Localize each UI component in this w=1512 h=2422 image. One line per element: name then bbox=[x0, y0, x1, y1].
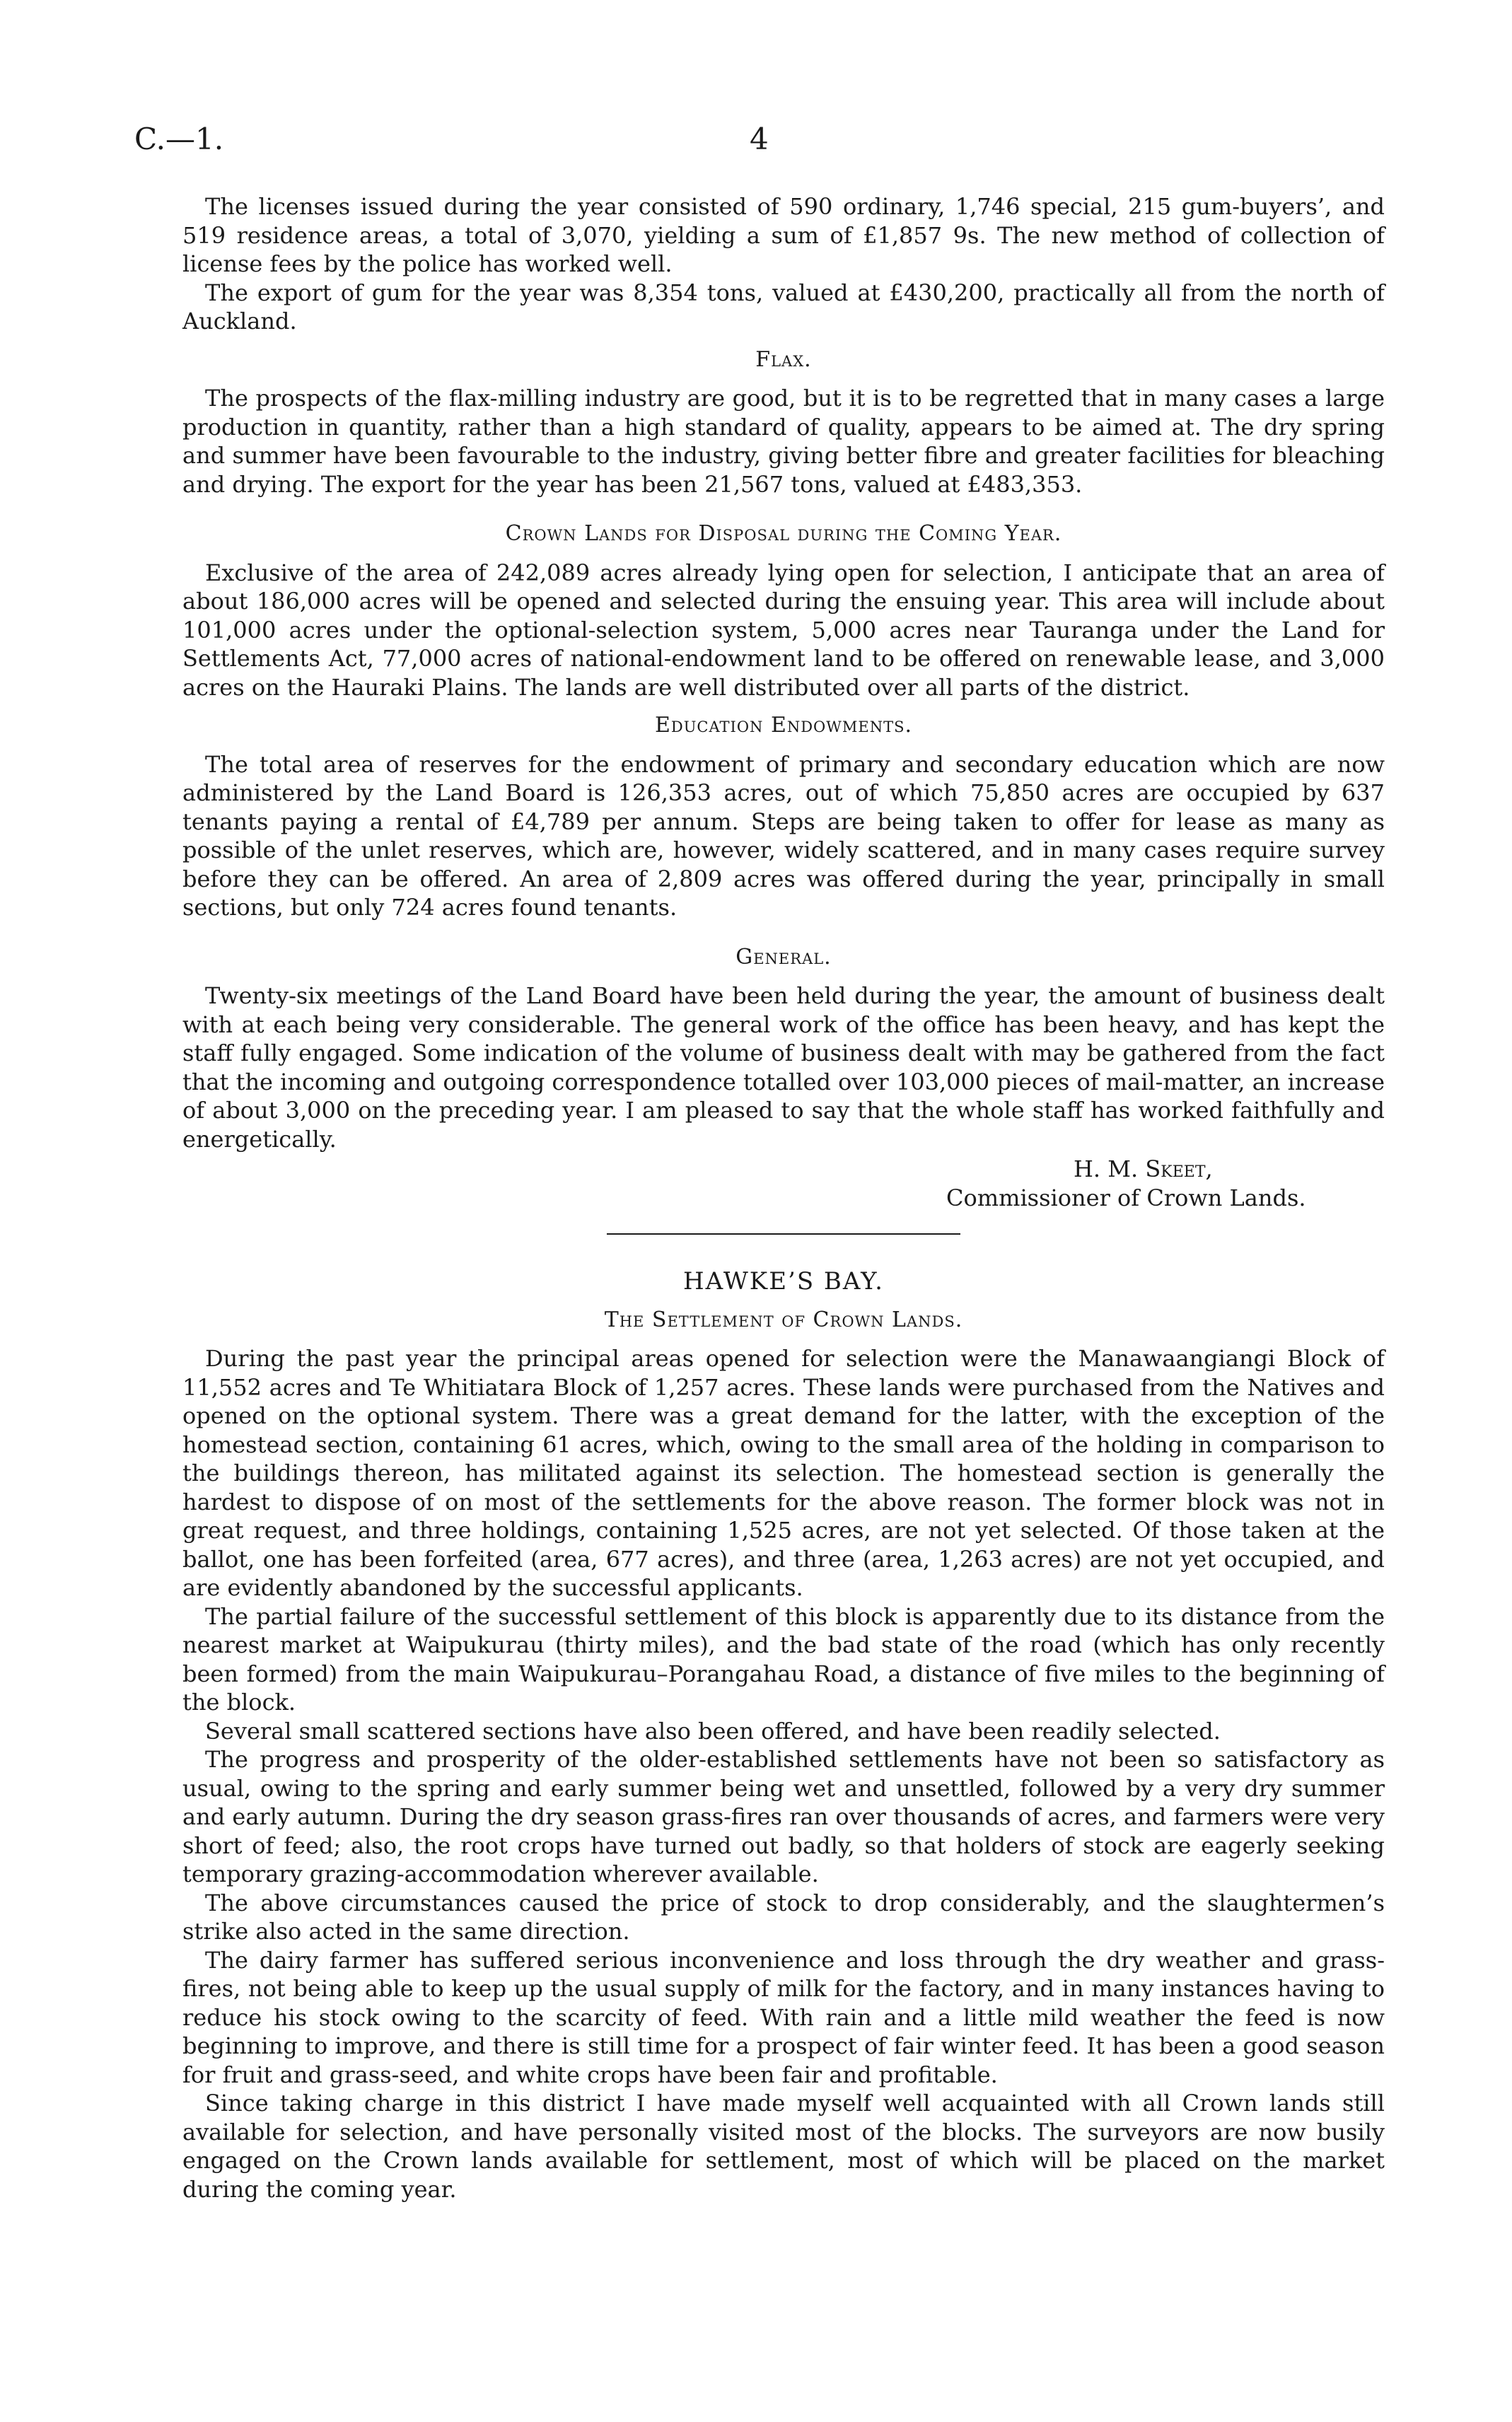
paragraph-licenses: The licenses issued during the year consisted of 590 ordinary, 1,746 special, 215 gum-buyers’, and 519 residence areas, a total of 3,070, yielding a sum of £1,857 9s. The new method of collection of license fees by the police has worked well. bbox=[182, 193, 1385, 277]
section-heading-education: Education Endowments. bbox=[655, 713, 912, 738]
paragraph-hb-5: The above circumstances caused the price of stock to drop considerably, and the slaughtermen’s strike also acted in the same direction. bbox=[182, 1889, 1385, 1945]
signature-block bbox=[182, 1155, 1385, 1212]
section-heading-flax: Flax. bbox=[755, 347, 812, 372]
paragraph-hb-1: During the past year the principal areas opened for selection were the Manawaangiangi Block of 11,552 acres and Te Whitiatara Block of 1,257 acres. These lands were purchased from the Natives and opened on the optional system. There was a great demand for the latter, with the exception of the homestead section, containing 61 acres, which, owing to the small area of the holding in comparison to the buildings thereon, has militated against its selection. The homestead section is generally the hardest to dispose of on most of the settlements for the above reason. The former block was not in great request, and three holdings, containing 1,525 acres, are not yet selected. Of those taken at the ballot, one has been forfeited (area, 677 acres), and three (area, 1,263 acres) are not yet occupied, and are evidently abandoned by the successful applicants. bbox=[182, 1345, 1385, 1601]
signature-name: H. M. Skeet, bbox=[1074, 1155, 1213, 1182]
paragraph-hb-4: The progress and prosperity of the older-established settlements have not been so satisfactory as usual, owing to the spring and early summer being wet and unsettled, followed by a very dry summer and early autumn. During the dry season grass-fires ran over thousands of acres, and farmers were very short of feed; also, the root crops have turned out badly, so that holders of stock are eagerly seeking temporary grazing-accommodation wherever available. bbox=[182, 1746, 1385, 1887]
section-heading-settlement: The Settlement of Crown Lands. bbox=[604, 1307, 963, 1332]
paragraph-flax: The prospects of the flax-milling industry are good, but it is to be regretted that in many cases a large production in quantity, rather than a high standard of quality, appears to be aimed at. The dry spring and summer have been favourable to the industry, giving better fibre and greater facilities for bleaching and drying. The export for the year has been 21,567 tons, valued at £483,353. bbox=[182, 385, 1385, 498]
paragraph-hb-6: The dairy farmer has suffered serious inconvenience and loss through the dry weather and grass-fires, not being able to keep up the usual supply of milk for the factory, and in many instances having to reduce his stock owing to the scarcity of feed. With rain and a little mild weather the feed is now beginning to improve, and there is still time for a prospect of fair winter feed. It has been a good season for fruit and grass-seed, and white crops have been fair and profitable. bbox=[182, 1946, 1385, 2088]
paragraph-education: The total area of reserves for the endowment of primary and secondary education which are now administered by the Land Board is 126,353 acres, out of which 75,850 acres are occupied by 637 tenants paying a rental of £4,789 per annum. Steps are being taken to offer for lease as many as possible of the unlet reserves, which are, however, widely scattered, and in many cases require survey before they can be offered. An area of 2,809 acres was offered during the year, principally in small sections, but only 724 acres found tenants. bbox=[182, 750, 1385, 921]
section-divider bbox=[607, 1233, 960, 1235]
paragraph-gum-export: The export of gum for the year was 8,354 tons, valued at £430,200, practically all from the north of Auckland. bbox=[182, 279, 1385, 334]
district-title: HAWKE’S BAY. bbox=[683, 1267, 884, 1296]
signature-title: Commissioner of Crown Lands. bbox=[946, 1184, 1306, 1211]
section-heading-general: General. bbox=[735, 944, 832, 970]
paragraph-hb-3: Several small scattered sections have also been offered, and have been readily selected. bbox=[205, 1717, 1221, 1745]
paragraph-hb-2: The partial failure of the successful settlement of this block is apparently due to its distance from the nearest market at Waipukurau (thirty miles), and the bad state of the road (which has only recently been formed) from the main Waipukurau–Porangahau Road, a distance of five miles to the beginning of the block. bbox=[182, 1602, 1385, 1716]
page-header bbox=[134, 122, 1386, 164]
page-number: 4 bbox=[750, 122, 769, 156]
document-reference: C.—1. bbox=[134, 122, 224, 156]
paragraph-hb-7: Since taking charge in this district I have made myself well acquainted with all Crown lands still available for selection, and have personally visited most of the blocks. The surveyors are now busily engaged on the Crown lands available for settlement, most of which will be placed on the market during the coming year. bbox=[182, 2090, 1385, 2203]
paragraph-crown-lands: Exclusive of the area of 242,089 acres already lying open for selection, I anticipate that an area of about 186,000 acres will be opened and selected during the ensuing year. This area will include about 101,000 acres under the optional-selection system, 5,000 acres near Tauranga under the Land for Settlements Act, 77,000 acres of national-endowment land to be offered on renewable lease, and 3,000 acres on the Hauraki Plains. The lands are well distributed over all parts of the district. bbox=[182, 559, 1385, 701]
paragraph-general: Twenty-six meetings of the Land Board have been held during the year, the amount of business dealt with at each being very considerable. The general work of the office has been heavy, and has kept the staff fully engaged. Some indication of the volume of business dealt with may be gathered from the fact that the incoming and outgoing correspondence totalled over 103,000 pieces of mail-matter, an increase of about 3,000 on the preceding year. I am pleased to say that the whole staff has worked faithfully and energetically. bbox=[182, 982, 1385, 1153]
page-body bbox=[182, 192, 1385, 2203]
section-heading-crown-lands: Crown Lands for Disposal during the Coming Year. bbox=[505, 521, 1062, 546]
